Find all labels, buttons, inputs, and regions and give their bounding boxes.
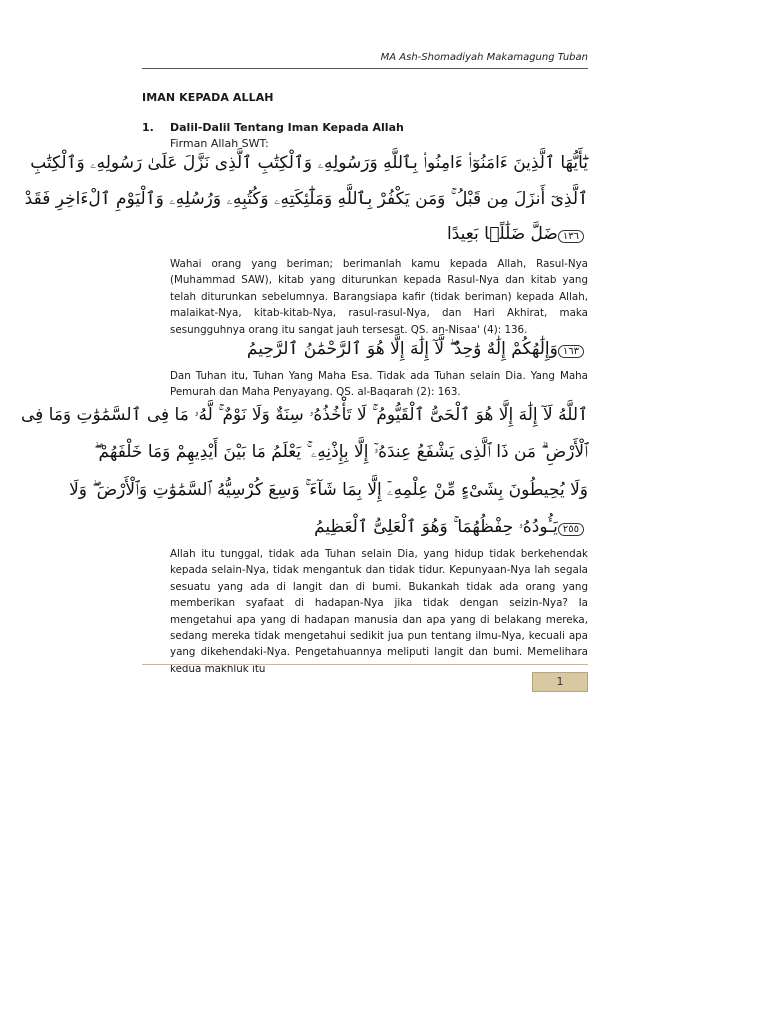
item-title: Dalil-Dalil Tentang Iman Kepada Allah: [170, 121, 404, 134]
arabic-verse-line: يَٰٓأَيُّهَا ٱلَّذِينَ ءَامَنُوٓا۟ ءَامِنُوا۟ بِٱللَّهِ وَرَسُولِهِۦ وَٱلْكِتَٰبِ ٱلَّذِى نَزَّلَ عَلَىٰ رَسُولِهِۦ وَٱلْكِتَٰبِ: [30, 153, 588, 173]
arabic-verse-line: [170, 224, 588, 244]
arabic-verse-text: يَـُٔودُهُۥ حِفْظُهُمَا ۚ وَهُوَ ٱلْعَلِىُّ ٱلْعَظِيمُ: [314, 517, 558, 537]
arabic-verse-line: [170, 338, 588, 359]
arabic-verse-line: [170, 516, 588, 537]
item-number: 1.: [142, 121, 154, 134]
ayah-number-mark: ٢٥٥: [558, 523, 584, 536]
arabic-verse-line: وَلَا يُحِيطُونَ بِشَىْءٍ مِّنْ عِلْمِهِۦٓ إِلَّا بِمَا شَآءَ ۚ وَسِعَ كُرْسِيُّهُ ٱلسَّمَٰوَٰتِ وَٱلْأَرْضَ ۖ وَلَا: [69, 480, 588, 500]
ayah-number-mark: ١٦٣: [558, 345, 584, 358]
arabic-verse-line: ٱلَّذِىٓ أَنزَلَ مِن قَبْلُ ۚ وَمَن يَكْفُرْ بِٱللَّهِ وَمَلَٰٓئِكَتِهِۦ وَكُتُبِهِۦ وَرُسُلِهِۦ وَٱلْيَوْمِ ٱلْءَاخِرِ فَقَدْ: [24, 189, 588, 209]
arabic-verse-text: ضَلَّ ضَلَٰلًۢا بَعِيدًا: [446, 224, 558, 244]
header-divider: [142, 68, 588, 69]
intro-text: Firman Allah SWT:: [170, 137, 269, 150]
running-header: MA Ash-Shomadiyah Makamagung Tuban: [380, 52, 588, 63]
page-number-badge: 1: [532, 672, 588, 692]
verse-translation: Allah itu tunggal, tidak ada Tuhan selain Dia, yang hidup tidak berkehendak kepada selain-Nya, tidak mengantuk dan tidak tidur. Kepunyaan-Nya lah segala sesuatu yang ada di langit dan di bumi. Bukankah tidak ada orang yang memberikan syafaat di hadapan-Nya jika tidak dengan seizin-Nya? Ia mengetahui apa yang di hadapan manusia dan apa yang di belakang mereka, sedang mereka tidak mengetahui sedikit jua pun tentang ilmu-Nya, kecuali apa yang dikehendaki-Nya. Pengetahuannya meliputi langit dan bumi. Memelihara kedua makhluk itu: [170, 548, 588, 675]
footer-divider: [142, 664, 588, 665]
verse-translation: Wahai orang yang beriman; berimanlah kamu kepada Allah, Rasul-Nya (Muhammad SAW), kitab yang diturunkan kepada Rasul-Nya dan kitab yang telah diturunkan sebelumnya. Barangsiapa kafir (tidak beriman) kepada Allah, malaikat-Nya, kitab-kitab-Nya, rasul-rasul-Nya, dan Hari Akhirat, maka sesungguhnya orang itu sangat jauh tersesat. QS. an-Nisaa' (4): 136.: [170, 258, 588, 336]
section-title: IMAN KEPADA ALLAH: [142, 91, 274, 104]
verse-translation: Dan Tuhan itu, Tuhan Yang Maha Esa. Tidak ada Tuhan selain Dia. Yang Maha Pemurah dan Maha Penyayang. QS. al-Baqarah (2): 163.: [170, 370, 588, 399]
arabic-verse-line: ٱلْأَرْضِ ۗ مَن ذَا ٱلَّذِى يَشْفَعُ عِندَهُۥٓ إِلَّا بِإِذْنِهِۦ ۚ يَعْلَمُ مَا بَيْنَ أَيْدِيهِمْ وَمَا خَلْفَهُمْ ۖ: [94, 442, 588, 462]
arabic-verse-text: وَإِلَٰهُكُمْ إِلَٰهٌ وَٰحِدٌ ۖ لَّآ إِلَٰهَ إِلَّا هُوَ ٱلرَّحْمَٰنُ ٱلرَّحِيمُ: [246, 339, 558, 359]
ayah-number-mark: ١٣٦: [558, 230, 584, 243]
arabic-verse-line: ٱللَّهُ لَآ إِلَٰهَ إِلَّا هُوَ ٱلْحَىُّ ٱلْقَيُّومُ ۚ لَا تَأْخُذُهُۥ سِنَةٌ وَلَا نَوْمٌ ۚ لَّهُۥ مَا فِى ٱلسَّمَٰوَٰتِ وَمَا فِى: [20, 405, 588, 425]
